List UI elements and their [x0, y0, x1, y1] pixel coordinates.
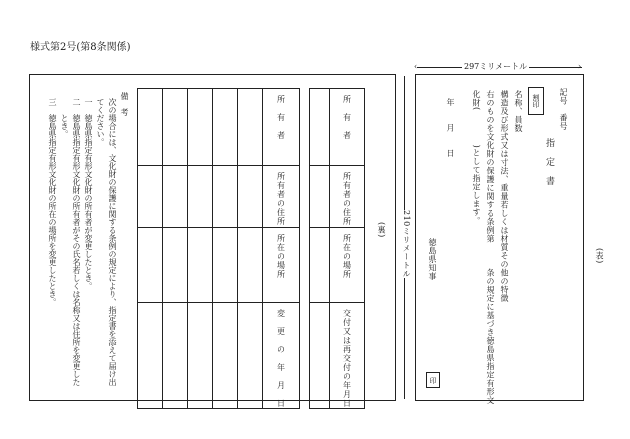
certificate-number: 記号 番号	[559, 88, 568, 131]
notes-line-1: 次の場合には、文化財の保護に関する条例の規定により、指定書を添えて届け出	[108, 98, 117, 386]
header-cell	[330, 303, 365, 409]
notes-line-3: 一 徳島県指定有形文化財の所有者が変更したとき。	[84, 98, 93, 290]
name-line: 名称、員数	[514, 90, 523, 133]
blank-cell	[163, 228, 188, 303]
blank-cell	[310, 303, 330, 409]
notes-line-5: とき。	[60, 98, 69, 138]
blank-cell	[213, 228, 238, 303]
blank-cell	[188, 89, 213, 166]
blank-cell	[238, 89, 263, 166]
issue-date-header: 交付又は再交付の年月日	[342, 309, 352, 408]
blank-cell	[138, 166, 163, 228]
change-date-header: 変 更 の 年 月 日	[276, 309, 286, 408]
seal-box	[426, 372, 440, 388]
header-cell	[263, 303, 300, 409]
form-number: 様式第2号(第8条関係)	[30, 42, 131, 53]
blank-cell	[213, 166, 238, 228]
issue-date-line: 年 月 日	[446, 98, 455, 158]
tally-seal-box	[528, 87, 544, 115]
blank-cell	[310, 166, 330, 228]
height-dimension-label: 210ミリメートル	[398, 210, 414, 278]
blank-cell	[238, 228, 263, 303]
seal-label: 印	[429, 376, 437, 384]
header-cell	[330, 228, 365, 303]
body-line-1: 右のものを文化財の保護に関する条例第 条の規定に基づき徳島県指定有形文	[486, 90, 495, 405]
front-side-label: (表)	[595, 248, 604, 264]
owner-header: 所 有 者	[342, 95, 352, 140]
blank-cell	[238, 303, 263, 409]
owner-address-header: 所有者の住所	[276, 172, 286, 226]
width-arrow-right-icon: ›	[578, 62, 582, 71]
blank-cell	[188, 166, 213, 228]
issuer-name: 徳島県知事	[428, 238, 437, 281]
blank-cell	[238, 166, 263, 228]
blank-cell	[163, 303, 188, 409]
back-side-label: (裏)	[377, 222, 386, 238]
issue-record-table	[309, 88, 365, 409]
blank-cell	[138, 228, 163, 303]
tally-seal-label: 割印	[532, 94, 540, 108]
width-dimension-label: 297ミリメートル	[464, 62, 528, 71]
header-cell	[263, 166, 300, 228]
header-cell	[330, 89, 365, 166]
blank-cell	[163, 166, 188, 228]
header-cell	[263, 228, 300, 303]
blank-cell	[138, 89, 163, 166]
blank-cell	[188, 303, 213, 409]
width-arrow-left-icon: ‹	[414, 62, 418, 71]
structure-line: 構造及び形式又は寸法、重量若しくは材質その他の特徴	[500, 90, 509, 303]
notes-title: 備 考	[120, 92, 129, 116]
body-line-2: 化財( )として指定します。	[472, 90, 481, 225]
blank-cell	[163, 89, 188, 166]
blank-cell	[310, 228, 330, 303]
notes-line-6: 三 徳島県指定有形文化財の所在の場所を変更したとき。	[48, 98, 57, 306]
notes-line-4: 二 徳島県指定有形文化財の所有者がその氏名若しくは名称又は住所を変更した	[72, 98, 81, 386]
owner-header: 所 有 者	[276, 95, 286, 140]
header-cell	[330, 166, 365, 228]
location-header: 所在の場所	[342, 234, 352, 279]
blank-cell	[138, 303, 163, 409]
blank-cell	[213, 89, 238, 166]
certificate-title: 指 定 書	[544, 138, 554, 186]
blank-cell	[310, 89, 330, 166]
owner-address-header: 所有者の住所	[342, 172, 352, 226]
change-record-table	[137, 88, 300, 409]
blank-cell	[188, 228, 213, 303]
blank-cell	[213, 303, 238, 409]
header-cell	[263, 89, 300, 166]
notes-line-2: てください。	[96, 98, 105, 146]
location-header: 所在の場所	[276, 234, 286, 279]
